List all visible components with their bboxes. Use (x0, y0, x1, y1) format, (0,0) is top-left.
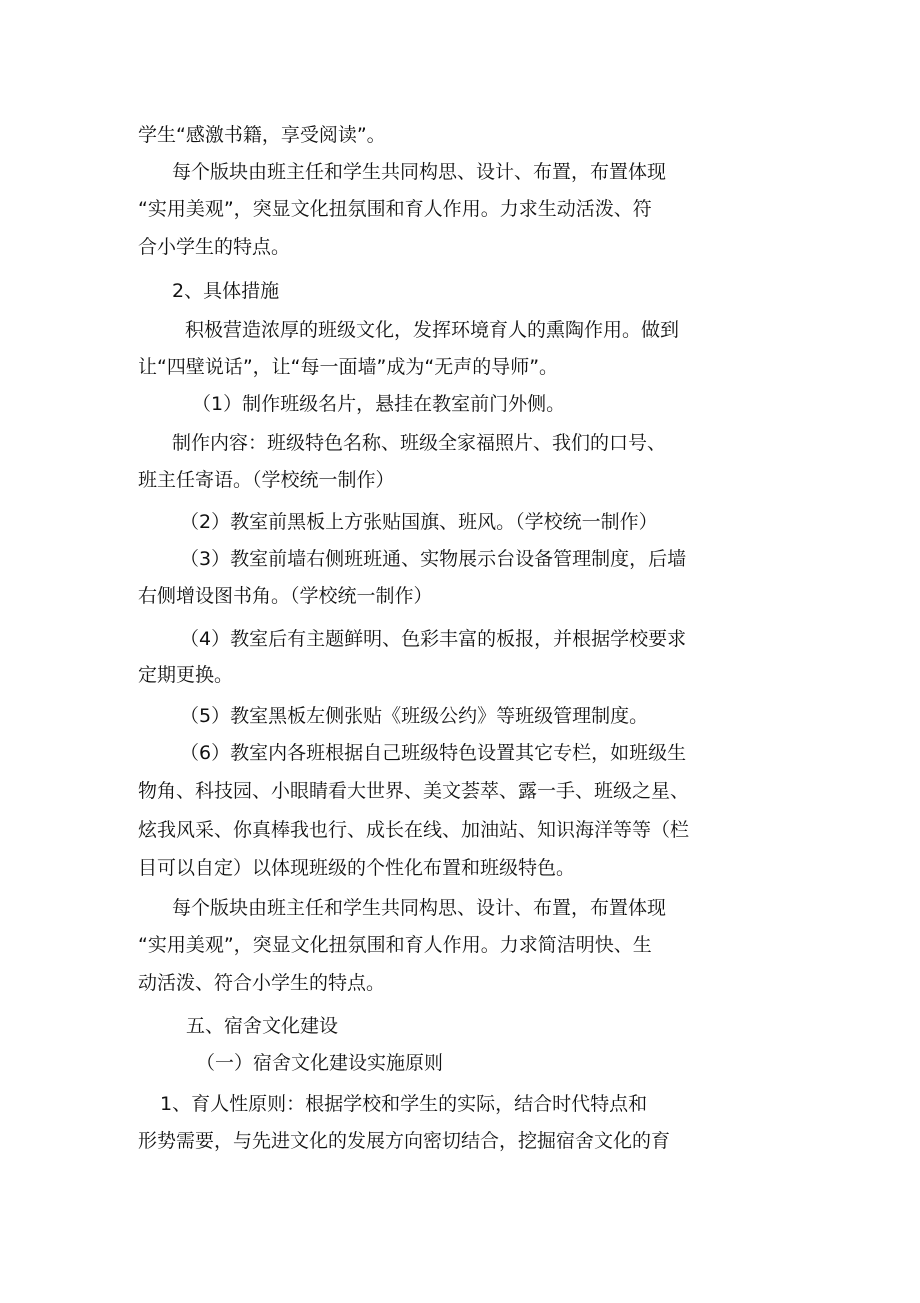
text-line: 积极营造浓厚的班级文化，发挥环境育人的熏陶作用。做到 (185, 319, 680, 341)
list-item: （4）教室后有主题鲜明、色彩丰富的板报，并根据学校要求 (180, 628, 687, 650)
list-item: （1）制作班级名片，悬挂在教室前门外侧。 (192, 393, 566, 415)
text-line: 制作内容：班级特色名称、班级全家福照片、我们的口号、 (172, 432, 667, 454)
text-line: 班主任寄语。（学校统一制作） (138, 469, 395, 491)
text-line: 每个版块由班主任和学生共同构思、设计、布置，布置体现 (172, 897, 667, 919)
text-line: 物角、科技园、小眼睛看大世界、美文荟萃、露一手、班级之星、 (138, 780, 690, 802)
section-heading: 五、宿舍文化建设 (186, 1015, 339, 1037)
text-line: 目可以自定）以体现班级的个性化布置和班级特色。 (138, 857, 576, 879)
section-heading: 2、具体措施 (172, 280, 280, 302)
text-line: 右侧增设图书角。（学校统一制作） (138, 585, 433, 607)
list-item: （6）教室内各班根据自己班级特色设置其它专栏，如班级生 (180, 742, 687, 764)
text-line: 每个版块由班主任和学生共同构思、设计、布置，布置体现 (172, 161, 667, 183)
text-line: 让“四壁说话”，让“每一面墙”成为“无声的导师”。 (138, 356, 559, 378)
text-line: 形势需要，与先进文化的发展方向密切结合，挖掘宿舍文化的育 (138, 1130, 671, 1152)
text-line: 合小学生的特点。 (138, 236, 291, 258)
text-line: 动活泼、符合小学生的特点。 (138, 972, 386, 994)
list-item: （3）教室前墙右侧班班通、实物展示台设备管理制度，后墙 (180, 548, 687, 570)
list-item: （2）教室前黑板上方张贴国旗、班风。（学校统一制作） (180, 511, 658, 533)
text-line: 1、育人性原则：根据学校和学生的实际，结合时代特点和 (160, 1093, 648, 1115)
subsection-heading: （一）宿舍文化建设实施原则 (196, 1052, 444, 1074)
text-line: “实用美观”，突显文化扭氛围和育人作用。力求生动活泼、符 (138, 198, 652, 220)
text-line: 学生“感激书籍，享受阅读”。 (138, 124, 386, 146)
list-item: （5）教室黑板左侧张贴《班级公约》等班级管理制度。 (180, 705, 649, 727)
text-line: 定期更换。 (138, 664, 234, 686)
text-line: “实用美观”，突显文化扭氛围和育人作用。力求简洁明快、生 (138, 934, 652, 956)
text-line: 炫我风采、你真棒我也行、成长在线、加油站、知识海洋等等（栏 (138, 819, 690, 841)
